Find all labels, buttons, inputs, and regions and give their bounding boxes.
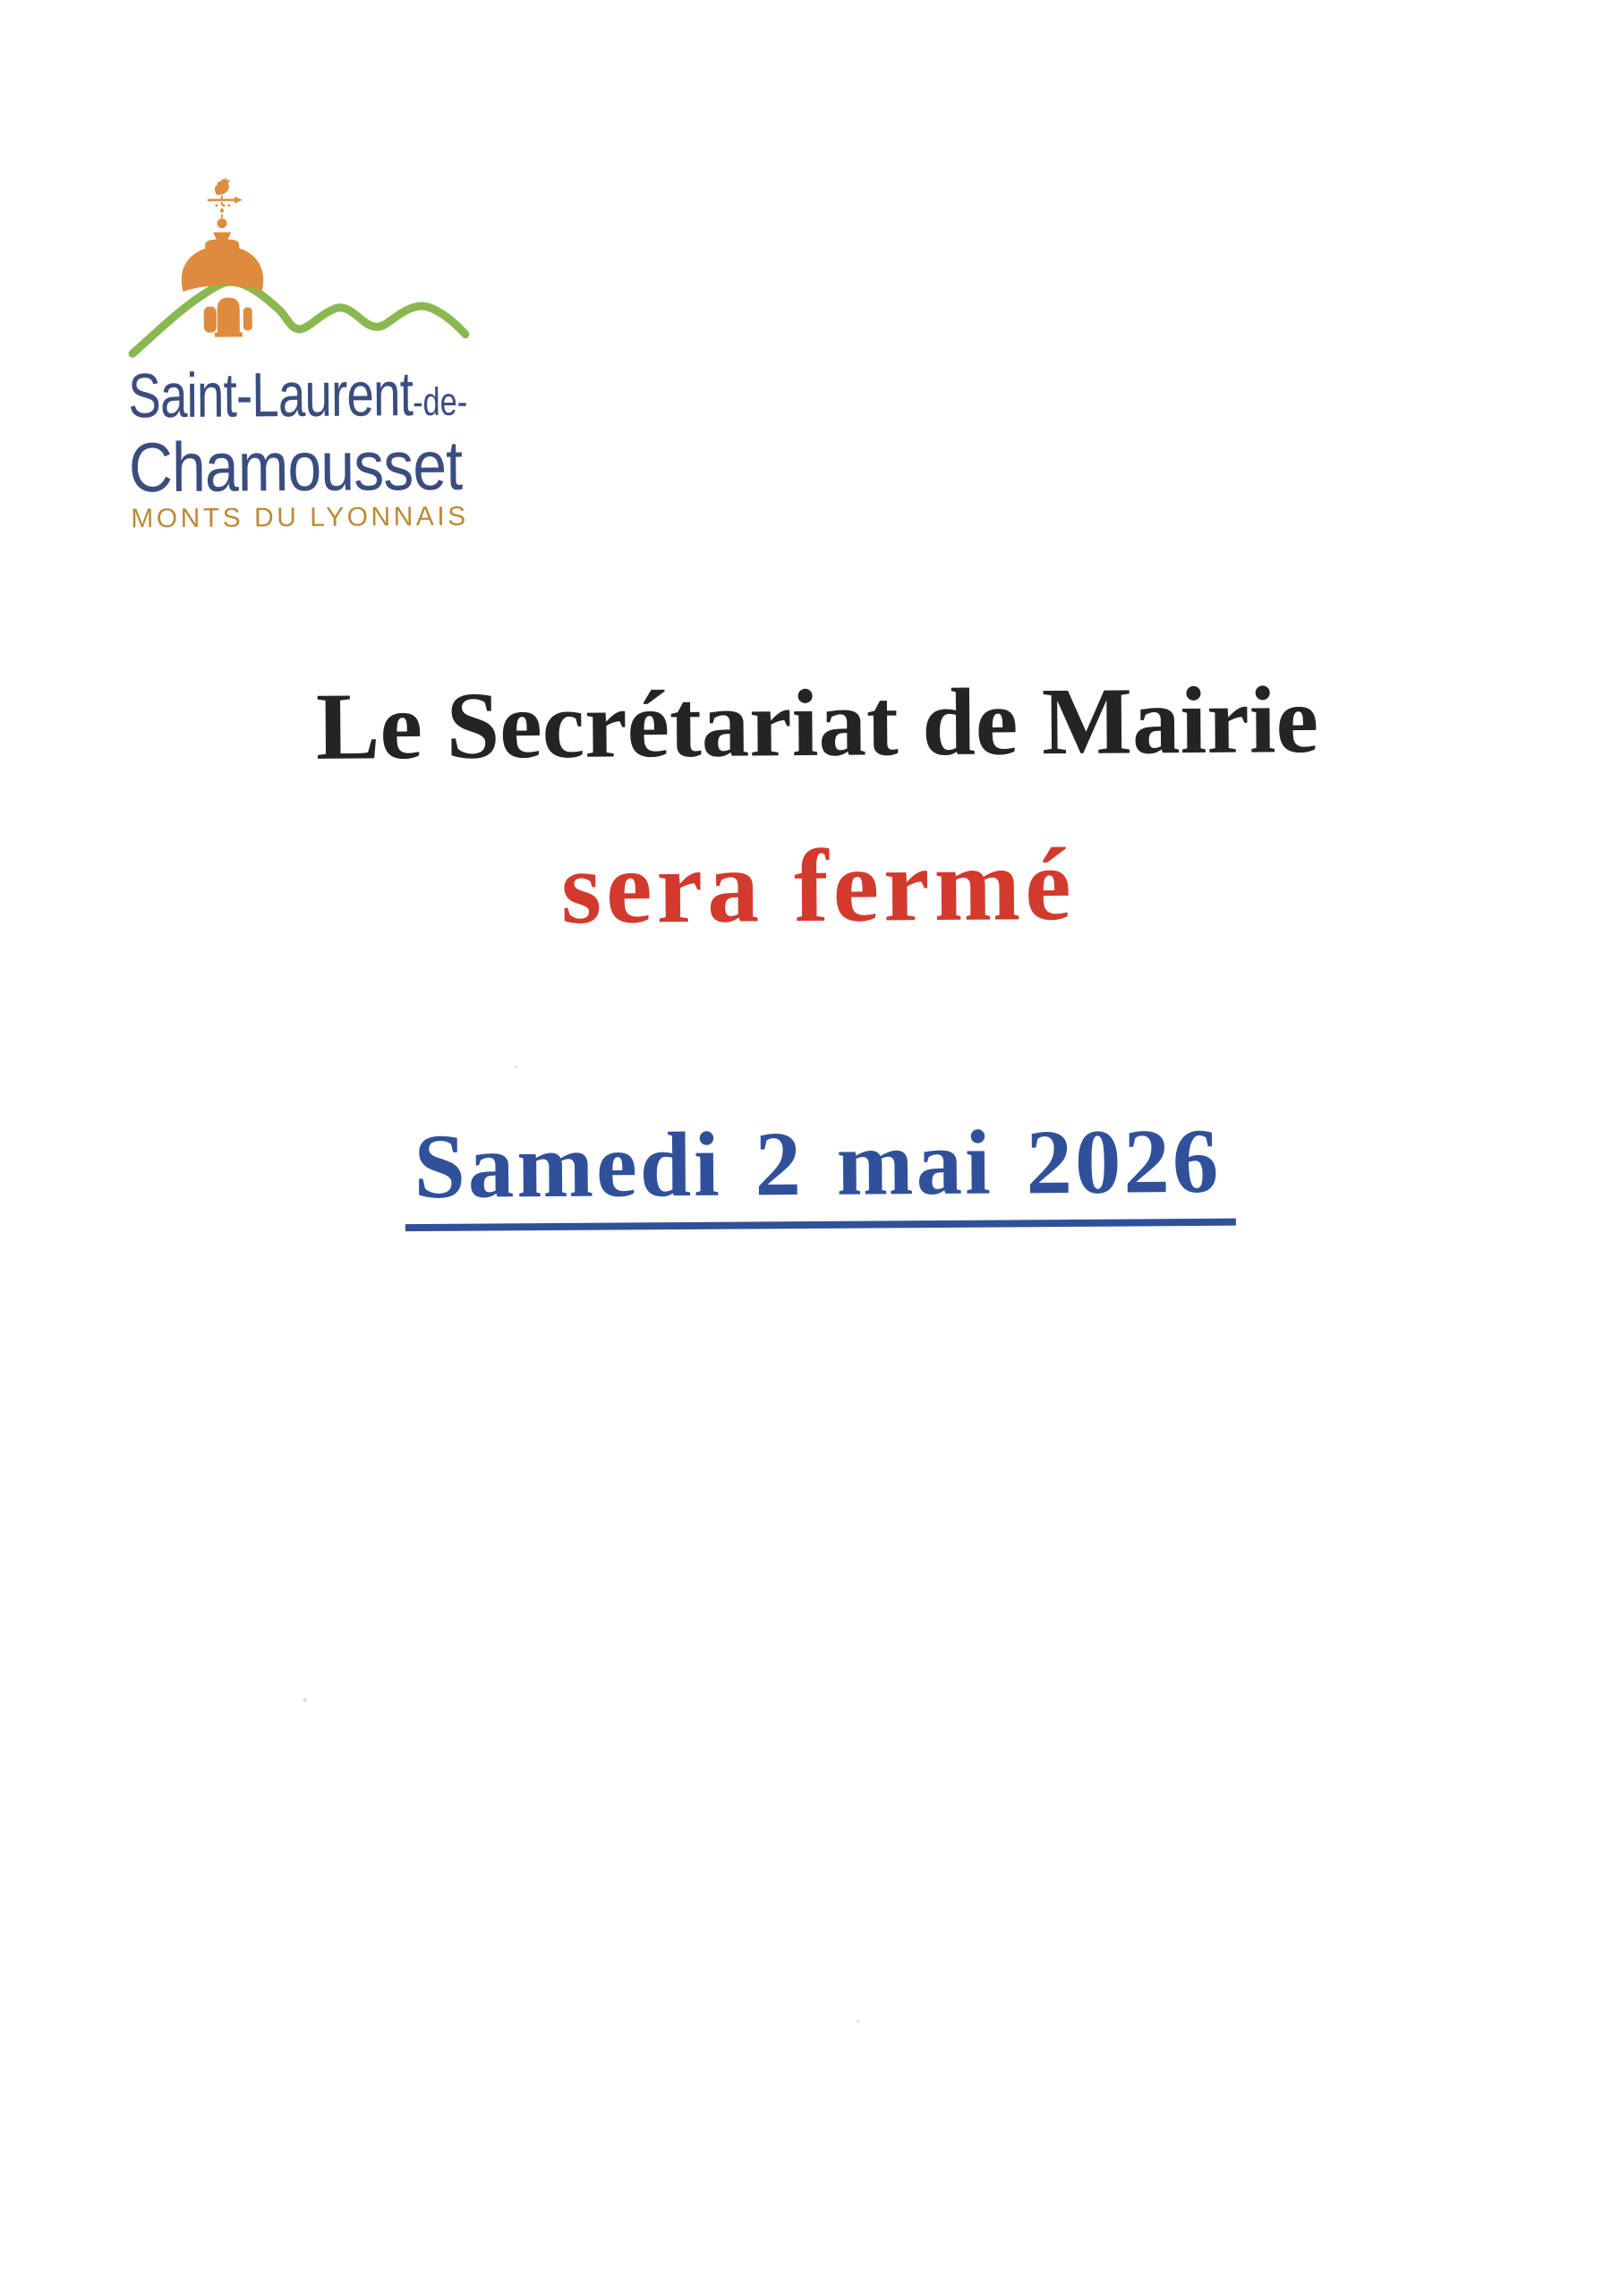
window-middle-base-icon bbox=[215, 332, 243, 336]
notice-date bbox=[19, 1113, 1620, 1234]
notice-date-underlined: Samedi 2 mai 2026 bbox=[405, 1116, 1236, 1231]
vane-mark-icon bbox=[215, 204, 217, 207]
hills-icon bbox=[132, 280, 466, 353]
commune-name-suffix: -de- bbox=[413, 380, 467, 424]
window-right-icon bbox=[243, 307, 252, 330]
commune-name-line2: Chamousset bbox=[129, 430, 463, 503]
commune-name-main: Saint-Laurent bbox=[128, 359, 413, 430]
vane-mark-icon bbox=[227, 204, 230, 207]
scan-speck bbox=[515, 1066, 517, 1068]
rooster-icon bbox=[215, 177, 231, 194]
scan-speck bbox=[303, 1698, 307, 1702]
finial-ball-icon bbox=[217, 218, 227, 228]
commune-name-line1 bbox=[128, 362, 467, 428]
window-middle-icon bbox=[217, 297, 240, 332]
arrow-head-icon bbox=[234, 196, 243, 203]
scan-speck bbox=[857, 2020, 859, 2023]
commune-tagline: MONTS DU LYONNAIS bbox=[131, 504, 469, 533]
vane-mark-icon bbox=[222, 204, 225, 207]
logo-art bbox=[84, 163, 498, 376]
dome-finial-icon bbox=[213, 232, 231, 240]
notice-closed-text: sera fermé bbox=[17, 829, 1620, 944]
weathervane-dot-icon bbox=[220, 209, 224, 213]
church-dome-icon bbox=[181, 239, 263, 292]
notice-title: Le Secrétariat de Mairie bbox=[16, 671, 1619, 778]
window-left-icon bbox=[204, 307, 217, 333]
